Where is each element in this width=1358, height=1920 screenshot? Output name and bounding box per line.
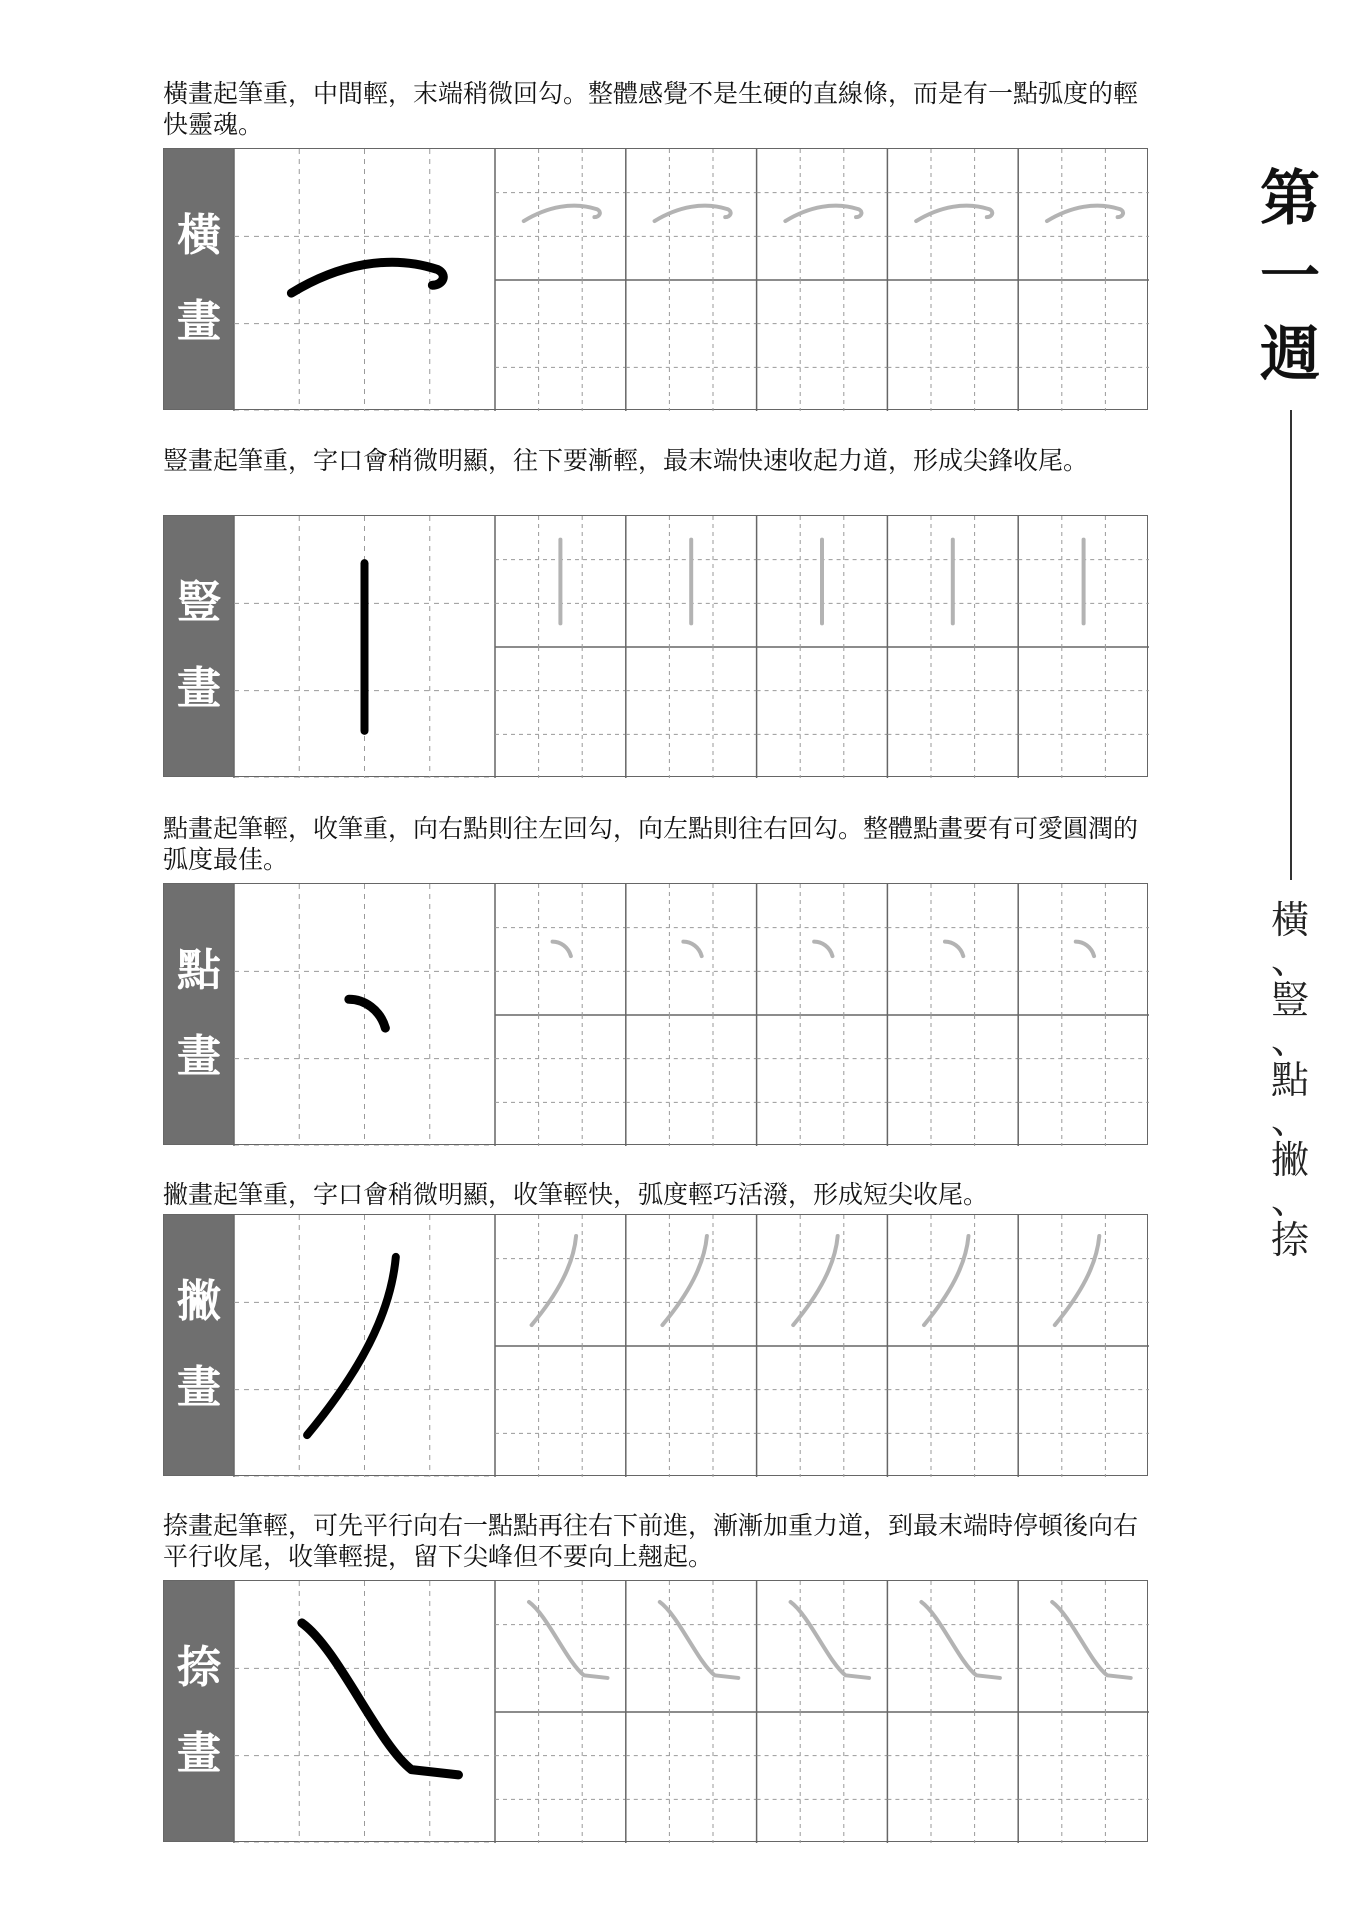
model-stroke	[291, 262, 443, 293]
trace-stroke	[524, 206, 600, 221]
model-stroke	[302, 1623, 459, 1775]
trace-stroke	[1076, 942, 1094, 956]
trace-stroke	[1052, 1602, 1130, 1678]
stroke-label-top: 捺	[177, 1642, 221, 1693]
trace-stroke	[791, 1602, 869, 1678]
side-divider	[1290, 410, 1292, 880]
trace-stroke	[945, 942, 963, 956]
week-subtitle	[1265, 900, 1315, 1260]
subtitle-char: 、	[1270, 938, 1309, 982]
stroke-label-top: 點	[177, 945, 221, 996]
trace-stroke	[529, 1602, 607, 1678]
subtitle-char: 、	[1270, 1098, 1309, 1142]
stroke-label-bottom: 畫	[177, 1362, 221, 1413]
section-description: 捺畫起筆輕，可先平行向右一點點再往右下前進，漸漸加重力道，到最末端時停頓後向右平行收尾，收筆輕提，留下尖峰但不要向上翹起。	[163, 1511, 1139, 1571]
subtitle-char: 、	[1270, 1018, 1309, 1062]
grid-svg	[164, 149, 1149, 411]
subtitle-char: 豎	[1270, 978, 1309, 1022]
practice-grid	[163, 148, 1148, 410]
trace-stroke	[785, 206, 861, 221]
practice-grid	[163, 883, 1148, 1145]
week-title-char-3: 週	[1260, 320, 1320, 390]
practice-grid	[163, 1214, 1148, 1476]
grid-svg	[164, 1215, 1149, 1477]
practice-grid	[163, 515, 1148, 777]
week-title	[1255, 160, 1325, 394]
section-description: 點畫起筆輕，收筆重，向右點則往左回勾，向左點則往右回勾。整體點畫要有可愛圓潤的弧度最佳。	[163, 814, 1139, 874]
stroke-label-top: 撇	[177, 1276, 221, 1327]
stroke-label-bottom: 畫	[177, 1031, 221, 1082]
section-description: 豎畫起筆重，字口會稍微明顯，往下要漸輕，最末端快速收起力道，形成尖鋒收尾。	[163, 446, 1089, 475]
trace-stroke	[921, 1602, 999, 1678]
stroke-label-top: 橫	[177, 210, 221, 261]
subtitle-char: 橫	[1270, 898, 1309, 942]
model-stroke	[307, 1257, 396, 1435]
stroke-label-bottom: 畫	[177, 663, 221, 714]
week-title-char-1: 第	[1260, 164, 1320, 234]
trace-stroke	[683, 942, 701, 956]
stroke-label-bottom: 畫	[177, 296, 221, 347]
trace-stroke	[660, 1602, 738, 1678]
trace-stroke	[655, 206, 731, 221]
subtitle-char: 點	[1270, 1058, 1309, 1102]
stroke-label-bottom: 畫	[177, 1728, 221, 1779]
section-description: 橫畫起筆重，中間輕，末端稍微回勾。整體感覺不是生硬的直線條，而是有一點弧度的輕快靈魂。	[163, 79, 1139, 139]
trace-stroke	[1047, 206, 1123, 221]
stroke-label-top: 豎	[177, 577, 221, 628]
practice-grid	[163, 1580, 1148, 1842]
week-title-char-2: 一	[1260, 242, 1320, 312]
subtitle-char: 捺	[1270, 1218, 1309, 1262]
subtitle-char: 、	[1270, 1178, 1309, 1222]
grid-svg	[164, 884, 1149, 1146]
grid-svg	[164, 1581, 1149, 1843]
trace-stroke	[916, 206, 992, 221]
subtitle-char: 撇	[1270, 1138, 1309, 1182]
trace-stroke	[814, 942, 832, 956]
grid-svg	[164, 516, 1149, 778]
model-stroke	[349, 999, 386, 1028]
trace-stroke	[553, 942, 571, 956]
section-description: 撇畫起筆重，字口會稍微明顯，收筆輕快，弧度輕巧活潑，形成短尖收尾。	[163, 1180, 989, 1209]
